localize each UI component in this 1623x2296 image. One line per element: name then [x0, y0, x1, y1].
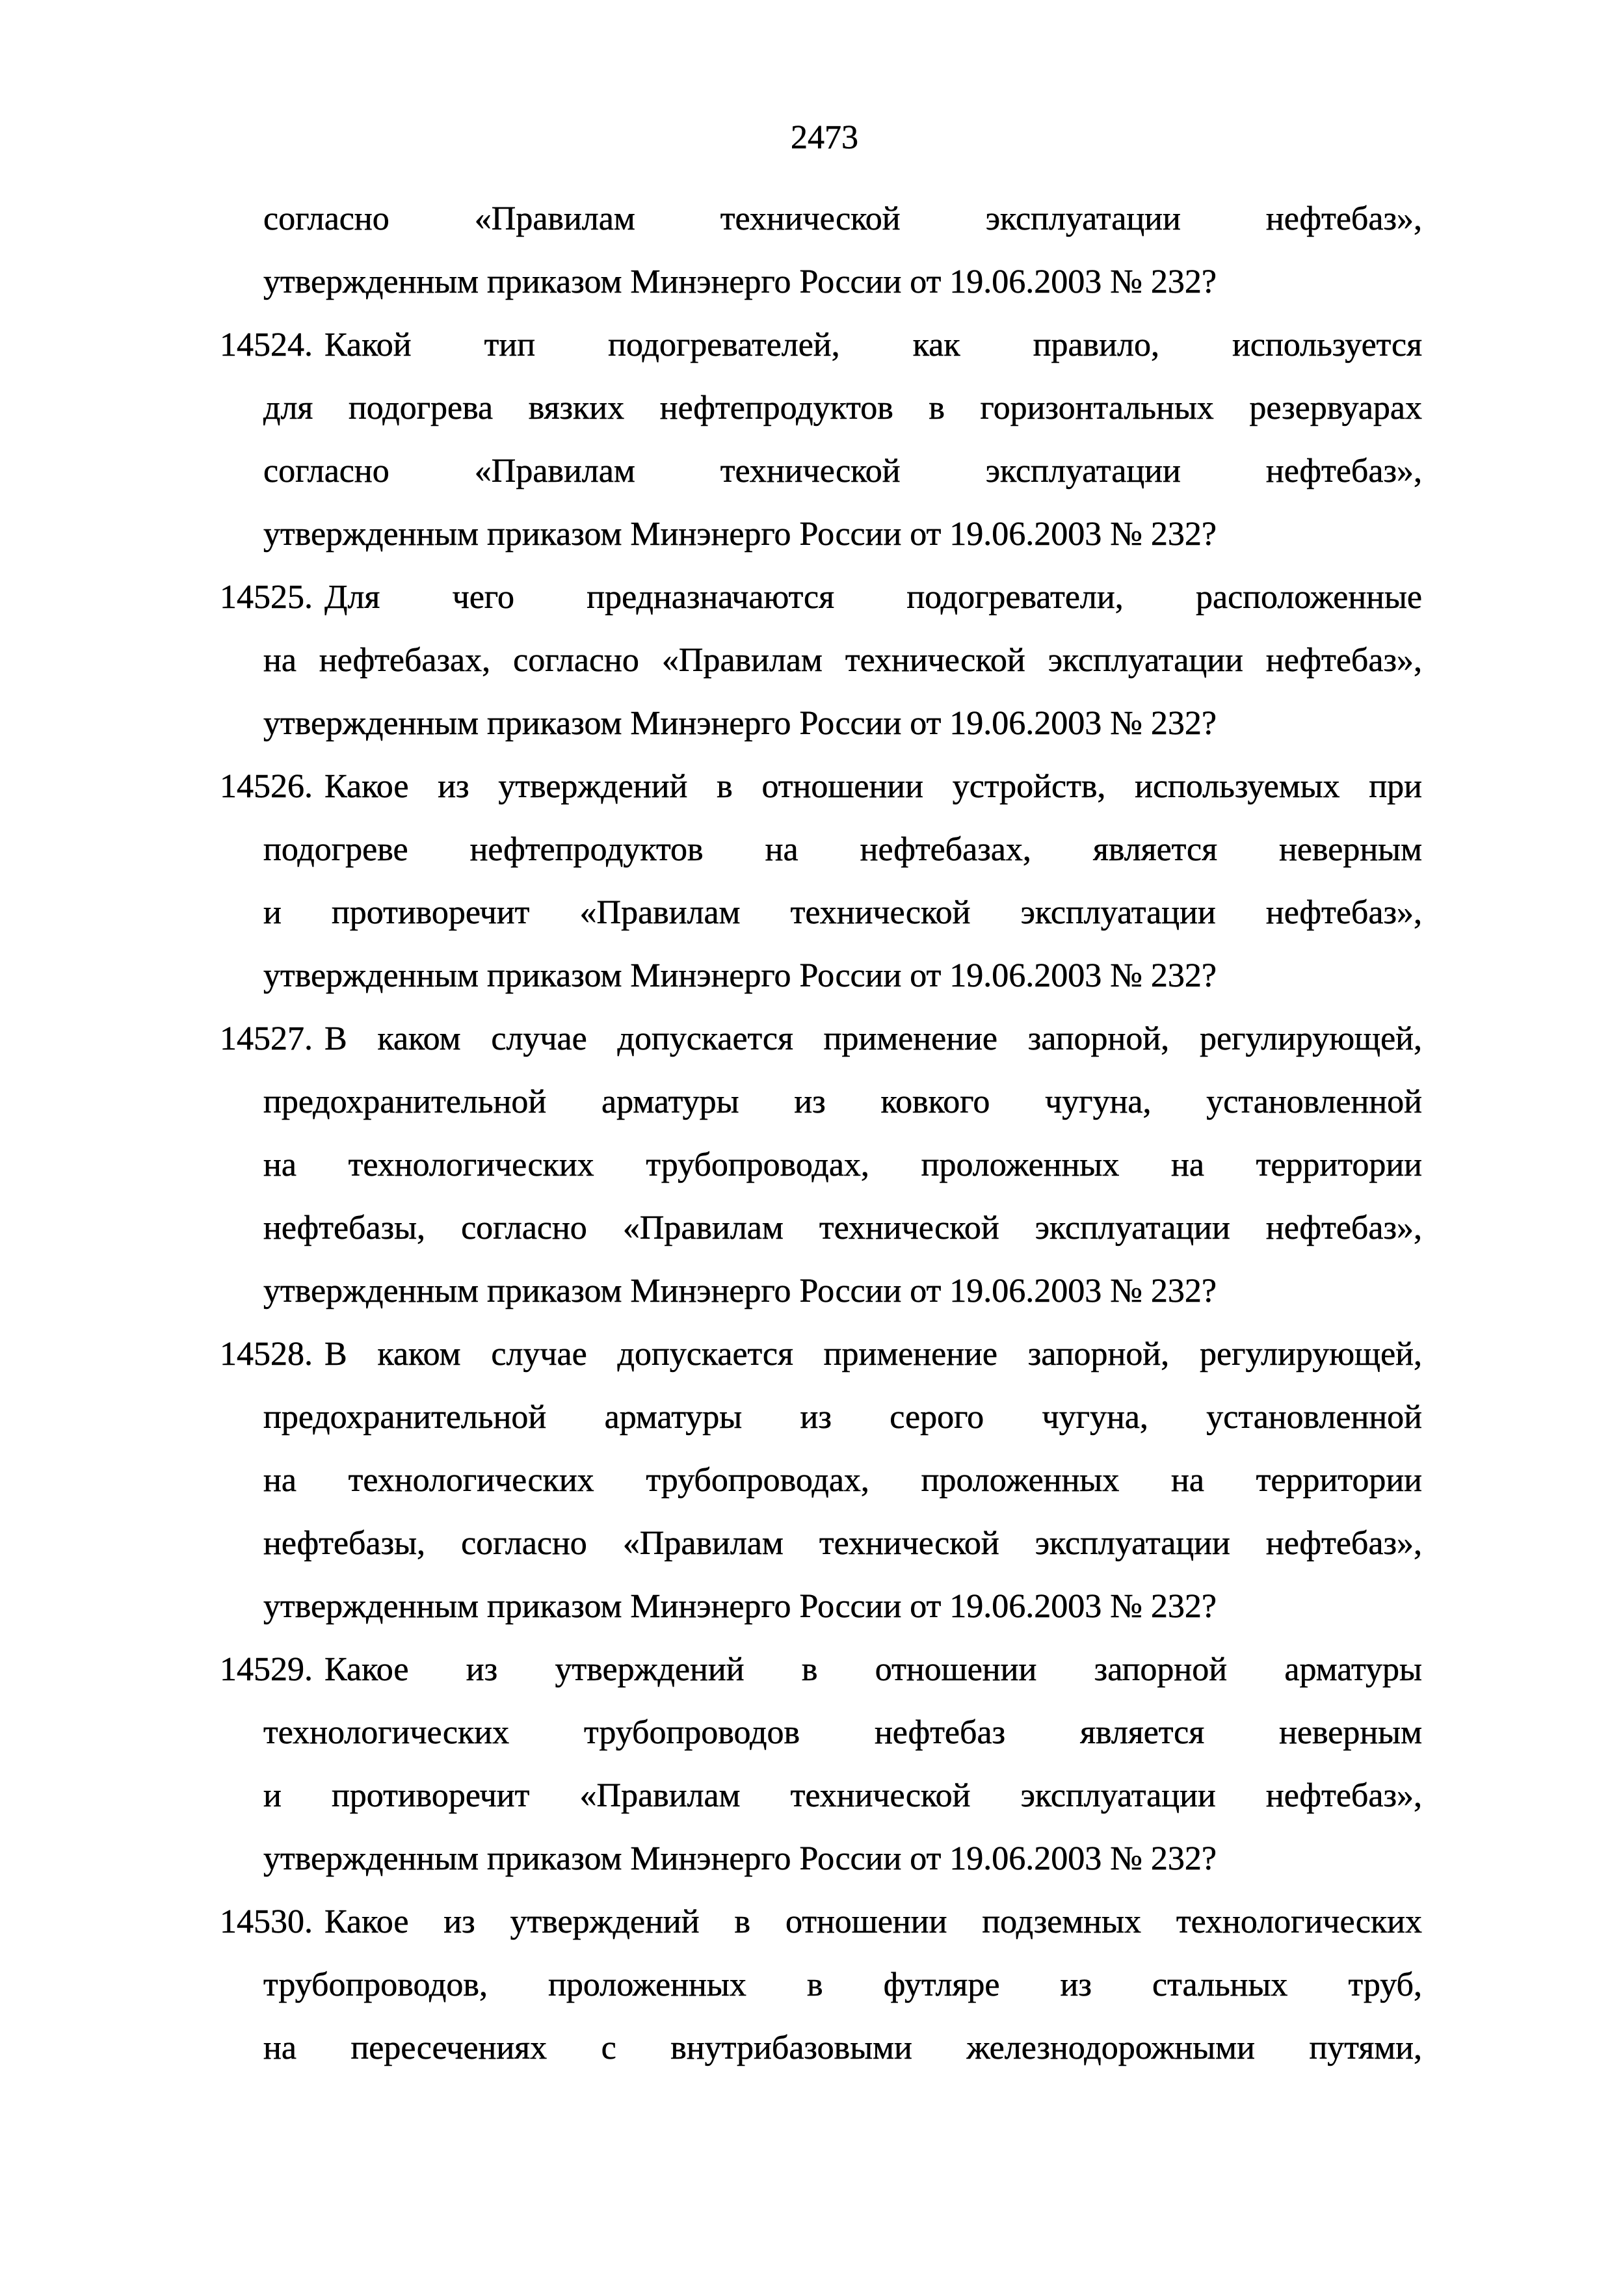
text-line: согласно «Правилам технической эксплуатации нефтебаз», [263, 200, 1422, 237]
text-line: согласно «Правилам технической эксплуатации нефтебаз», [263, 453, 1422, 490]
continuation-paragraph [220, 187, 1422, 313]
text-line: предохранительной арматуры из ковкого чугуна, установленной [263, 1083, 1422, 1120]
text-line: утвержденным приказом Минэнерго России от 19.06.2003 № 232? [263, 1273, 1217, 1310]
question-first-line: 14524. Какой тип подогревателей, как правило, используется [220, 326, 1422, 363]
question-14527 [220, 1007, 1422, 1323]
question-first-line: 14530. Какое из утверждений в отношении подземных технологических [220, 1903, 1422, 1940]
question-first-line: 14529. Какое из утверждений в отношении запорной арматуры [220, 1651, 1422, 1688]
text-line: на технологических трубопроводах, проложенных на территории [263, 1146, 1422, 1183]
text-line: трубопроводов, проложенных в футляре из стальных труб, [263, 1966, 1422, 2003]
text-line: утвержденным приказом Минэнерго России от 19.06.2003 № 232? [263, 263, 1217, 300]
question-first-line: 14527. В каком случае допускается применение запорной, регулирующей, [220, 1020, 1422, 1057]
question-14525 [220, 566, 1422, 755]
question-number: 14524. [220, 326, 313, 363]
text-line: на технологических трубопроводах, проложенных на территории [263, 1462, 1422, 1499]
text-line: утвержденным приказом Минэнерго России от 19.06.2003 № 232? [263, 1840, 1217, 1877]
text-line: подогреве нефтепродуктов на нефтебазах, является неверным [263, 831, 1422, 868]
text-line: технологических трубопроводов нефтебаз является неверным [263, 1714, 1422, 1751]
text-line: и противоречит «Правилам технической эксплуатации нефтебаз», [263, 1777, 1422, 1814]
question-list [220, 187, 1422, 2079]
text-line: предохранительной арматуры из серого чугуна, установленной [263, 1399, 1422, 1436]
question-14528 [220, 1323, 1422, 1638]
text-line: на нефтебазах, согласно «Правилам технической эксплуатации нефтебаз», [263, 642, 1422, 679]
question-number: 14529. [220, 1651, 313, 1688]
text-line: нефтебазы, согласно «Правилам технической эксплуатации нефтебаз», [263, 1209, 1422, 1247]
text-line: нефтебазы, согласно «Правилам технической эксплуатации нефтебаз», [263, 1525, 1422, 1562]
text-line: и противоречит «Правилам технической эксплуатации нефтебаз», [263, 894, 1422, 931]
question-first-line: 14525. Для чего предназначаются подогреватели, расположенные [220, 579, 1422, 616]
text-line: для подогрева вязких нефтепродуктов в горизонтальных резервуарах [263, 389, 1422, 427]
page-number: 2473 [791, 119, 858, 156]
question-first-line: 14528. В каком случае допускается применение запорной, регулирующей, [220, 1336, 1422, 1373]
text-line: утвержденным приказом Минэнерго России от 19.06.2003 № 232? [263, 957, 1217, 994]
question-14529 [220, 1638, 1422, 1890]
question-14526 [220, 755, 1422, 1007]
text-line: утвержденным приказом Минэнерго России от 19.06.2003 № 232? [263, 1588, 1217, 1625]
text-line: утвержденным приказом Минэнерго России от 19.06.2003 № 232? [263, 516, 1217, 553]
question-number: 14526. [220, 768, 313, 805]
text-line: утвержденным приказом Минэнерго России от 19.06.2003 № 232? [263, 705, 1217, 742]
question-number: 14525. [220, 579, 313, 616]
question-14530 [220, 1890, 1422, 2079]
text-line: на пересечениях с внутрибазовыми железнодорожными путями, [263, 2029, 1422, 2066]
question-first-line: 14526. Какое из утверждений в отношении устройств, используемых при [220, 768, 1422, 805]
question-number: 14530. [220, 1903, 313, 1940]
question-number: 14527. [220, 1020, 313, 1057]
question-number: 14528. [220, 1336, 313, 1373]
question-14524 [220, 313, 1422, 566]
